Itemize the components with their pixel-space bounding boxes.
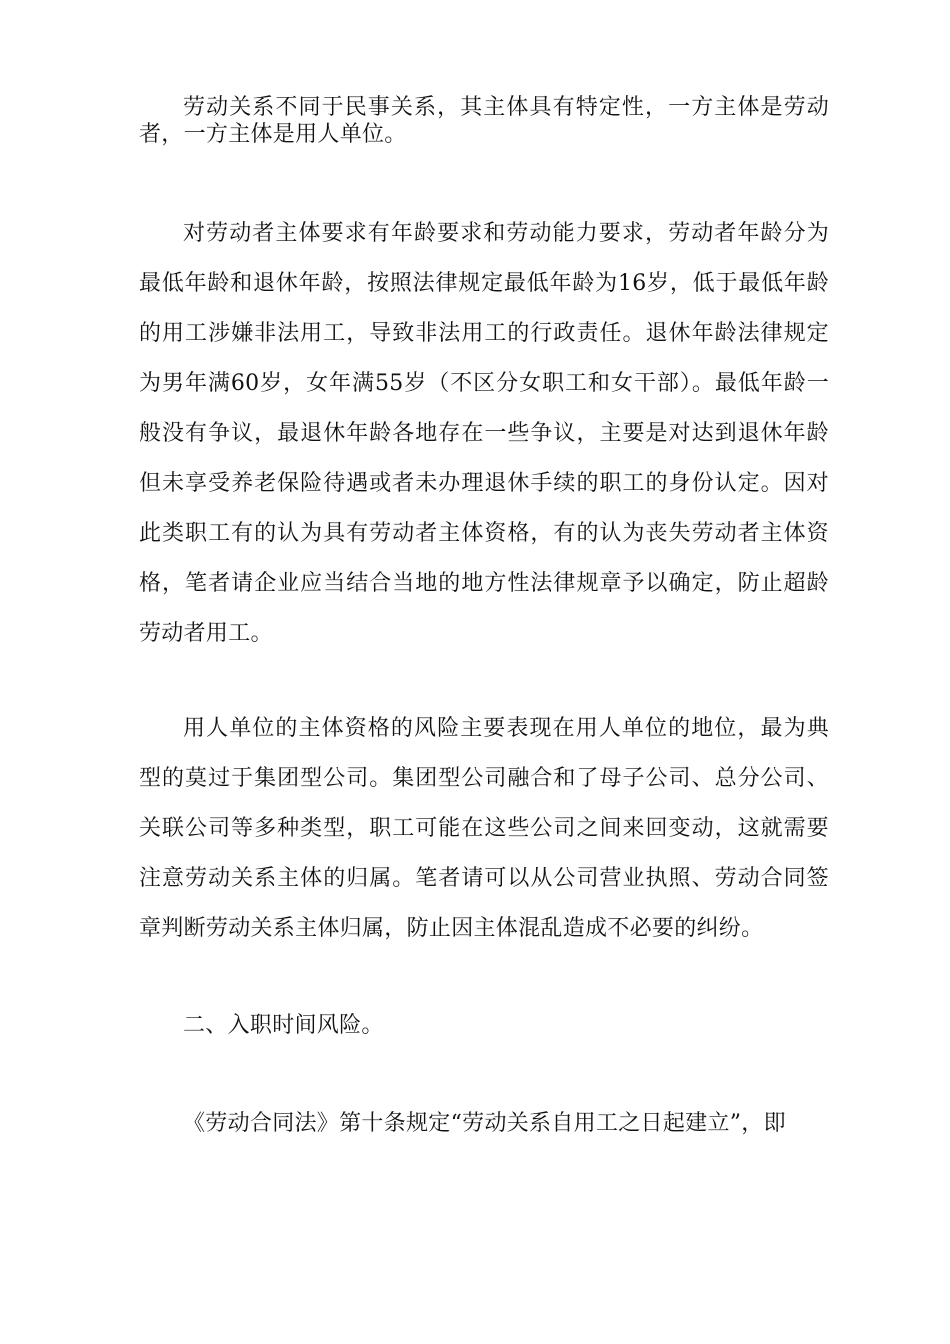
section-heading-entry-time-risk: 二、入职时间风险。	[183, 1013, 384, 1038]
paragraph-labor-contract-law-article-10: 《劳动合同法》第十条规定“劳动关系自用工之日起建立”，即	[183, 1111, 786, 1136]
paragraph-worker-age-requirements: 对劳动者主体要求有年龄要求和劳动能力要求，劳动者年龄分为最低年龄和退休年龄，按照法律规定最低年龄为16岁，低于最低年龄的用工涉嫌非法用工，导致非法用工的行政责任。退休年龄法律规定为男年满60岁，女年满55岁（不区分女职工和女干部）。最低年龄一般没有争议，最退休年龄各地存在一些争议，主要是对达到退休年龄但未享受养老保险待遇或者未办理退休手续的职工的身份认定。因对此类职工有的认为具有劳动者主体资格，有的认为丧失劳动者主体资格，笔者请企业应当结合当地的地方性法律规章予以确定，防止超龄劳动者用工。	[139, 221, 829, 646]
paragraph-employer-qualification: 用人单位的主体资格的风险主要表现在用人单位的地位，最为典型的莫过于集团型公司。集团型公司融合和了母子公司、总分公司、关联公司等多种类型，职工可能在这些公司之间来回变动，这就需要注意劳动关系主体的归属。笔者请可以从公司营业执照、劳动合同签章判断劳动关系主体归属，防止因主体混乱造成不必要的纠纷。	[139, 716, 829, 941]
paragraph-subject-specificity: 劳动关系不同于民事关系，其主体具有特定性，一方主体是劳动者，一方主体是用人单位。	[139, 95, 829, 147]
